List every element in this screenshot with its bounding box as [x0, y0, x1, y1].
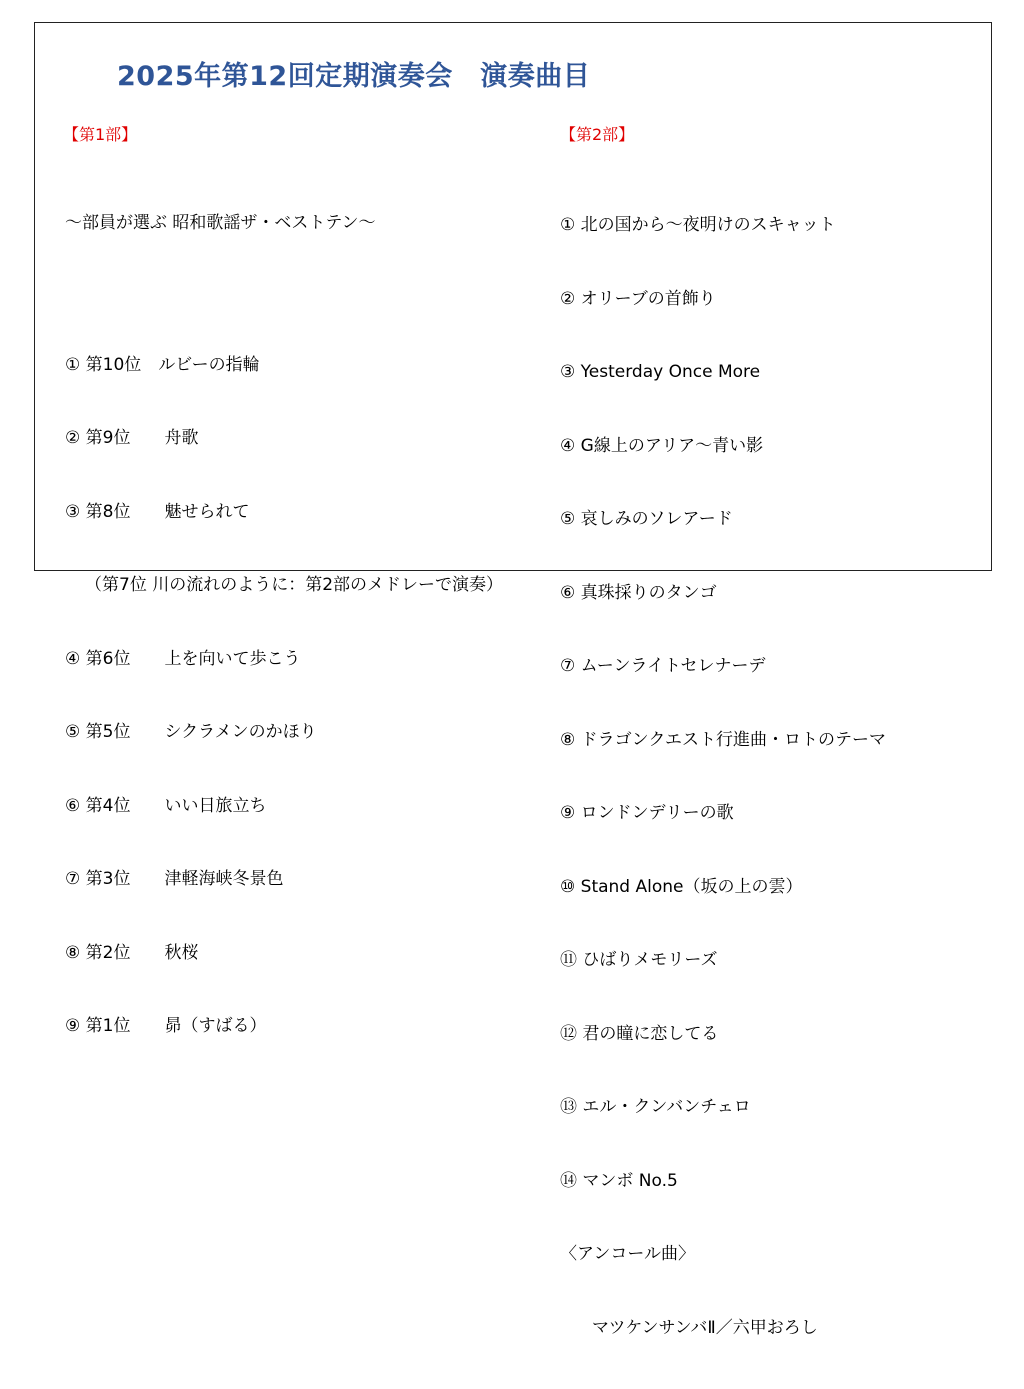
list-item: [65, 353, 503, 378]
item-text: 真珠採りのタンゴ: [580, 582, 717, 603]
item-number: ③: [65, 501, 81, 522]
item-number: ④: [65, 648, 81, 669]
list-item: [560, 728, 886, 753]
part1-header: 【第1部】: [63, 125, 138, 144]
item-number: ⑭: [560, 1170, 577, 1191]
spacer: [65, 285, 503, 304]
item-text: エル・クンバンチェロ: [582, 1097, 751, 1117]
item-text: オリーブの首飾り: [580, 288, 716, 309]
item-text: 第2位 秋桜: [85, 942, 199, 963]
item-text: 第6位 上を向いて歩こう: [85, 648, 301, 669]
item-text: ドラゴンクエスト行進曲・ロトのテーマ: [580, 729, 886, 750]
item-number: ⑧: [65, 942, 81, 963]
list-item: [65, 720, 503, 745]
item-text: 第9位 舟歌: [85, 428, 199, 448]
item-number: ③: [560, 362, 576, 382]
item-text: 第5位 シクラメンのかほり: [85, 722, 317, 742]
item-text: マンボ No.5: [582, 1170, 678, 1191]
item-text: 哀しみのソレアード: [580, 509, 733, 529]
item-number: ④: [560, 435, 576, 456]
list-item: [65, 647, 503, 672]
list-item: [560, 875, 886, 900]
item-number: ⑫: [560, 1023, 577, 1044]
part2-list: [560, 164, 886, 1389]
list-item: [65, 1014, 503, 1039]
item-text: 君の瞳に恋してる: [582, 1023, 719, 1044]
item-number: ⑤: [65, 722, 81, 742]
item-number: ⑥: [65, 795, 81, 816]
item-number: ⑦: [65, 869, 81, 889]
item-number: ②: [65, 428, 81, 448]
list-item: [65, 500, 503, 525]
item-number: ②: [560, 288, 576, 309]
item-text: Stand Alone（坂の上の雲）: [580, 876, 803, 897]
item-number: ⑤: [560, 509, 576, 529]
item-text: 第4位 いい日旅立ち: [85, 795, 267, 816]
list-item: [560, 213, 886, 238]
item-number: ⑪: [560, 950, 577, 970]
item-text: （第7位 川の流れのように：第2部のメドレーで演奏）: [85, 575, 504, 595]
item-text: 第10位 ルビーの指輪: [85, 354, 260, 375]
list-item: [560, 507, 886, 532]
item-text: 第1位 昴（すばる）: [85, 1016, 267, 1036]
list-item: [560, 434, 886, 459]
item-text: ムーンライトセレナーデ: [580, 656, 766, 676]
list-item: [65, 941, 503, 966]
item-number: ⑥: [560, 582, 576, 603]
item-text: ひばりメモリーズ: [582, 950, 718, 970]
list-item: [560, 948, 886, 973]
list-item: [65, 867, 503, 892]
item-text: 第3位 津軽海峡冬景色: [85, 869, 284, 889]
item-text: ロンドンデリーの歌: [580, 803, 734, 823]
item-number: ⑬: [560, 1097, 577, 1117]
part1-subtitle: ～部員が選ぶ 昭和歌謡ザ・ベストテン～: [65, 213, 376, 233]
list-item: [65, 794, 503, 819]
item-number: ⑨: [65, 1016, 81, 1036]
item-number: ⑦: [560, 656, 576, 676]
item-number: ⑩: [560, 876, 576, 897]
encore-piece: マツケンサンバⅡ／六甲おろし: [592, 1317, 818, 1338]
item-text: G線上のアリア～青い影: [580, 435, 764, 456]
program-frame: [34, 22, 992, 1338]
item-number: ⑨: [560, 803, 576, 823]
list-item: [560, 581, 886, 606]
list-item-note: [65, 573, 503, 598]
list-item: [560, 360, 886, 385]
list-item: [560, 654, 886, 679]
part1-list: [65, 162, 503, 1088]
part2-header: 【第2部】: [560, 125, 635, 144]
list-item: [560, 1095, 886, 1120]
item-text: 北の国から～夜明けのスキャット: [580, 215, 836, 235]
list-item: [65, 426, 503, 451]
item-number: ①: [65, 354, 81, 375]
list-item: [560, 801, 886, 826]
item-text: Yesterday Once More: [580, 362, 761, 382]
item-number: ①: [560, 215, 576, 235]
list-item: [560, 287, 886, 312]
list-item: [560, 1022, 886, 1047]
item-text: 第8位 魅せられて: [85, 501, 250, 522]
encore-label: 〈アンコール曲〉: [560, 1244, 695, 1264]
item-number: ⑧: [560, 729, 576, 750]
program-title: 2025年第12回定期演奏会 演奏曲目: [117, 61, 591, 92]
list-item: [560, 1169, 886, 1194]
